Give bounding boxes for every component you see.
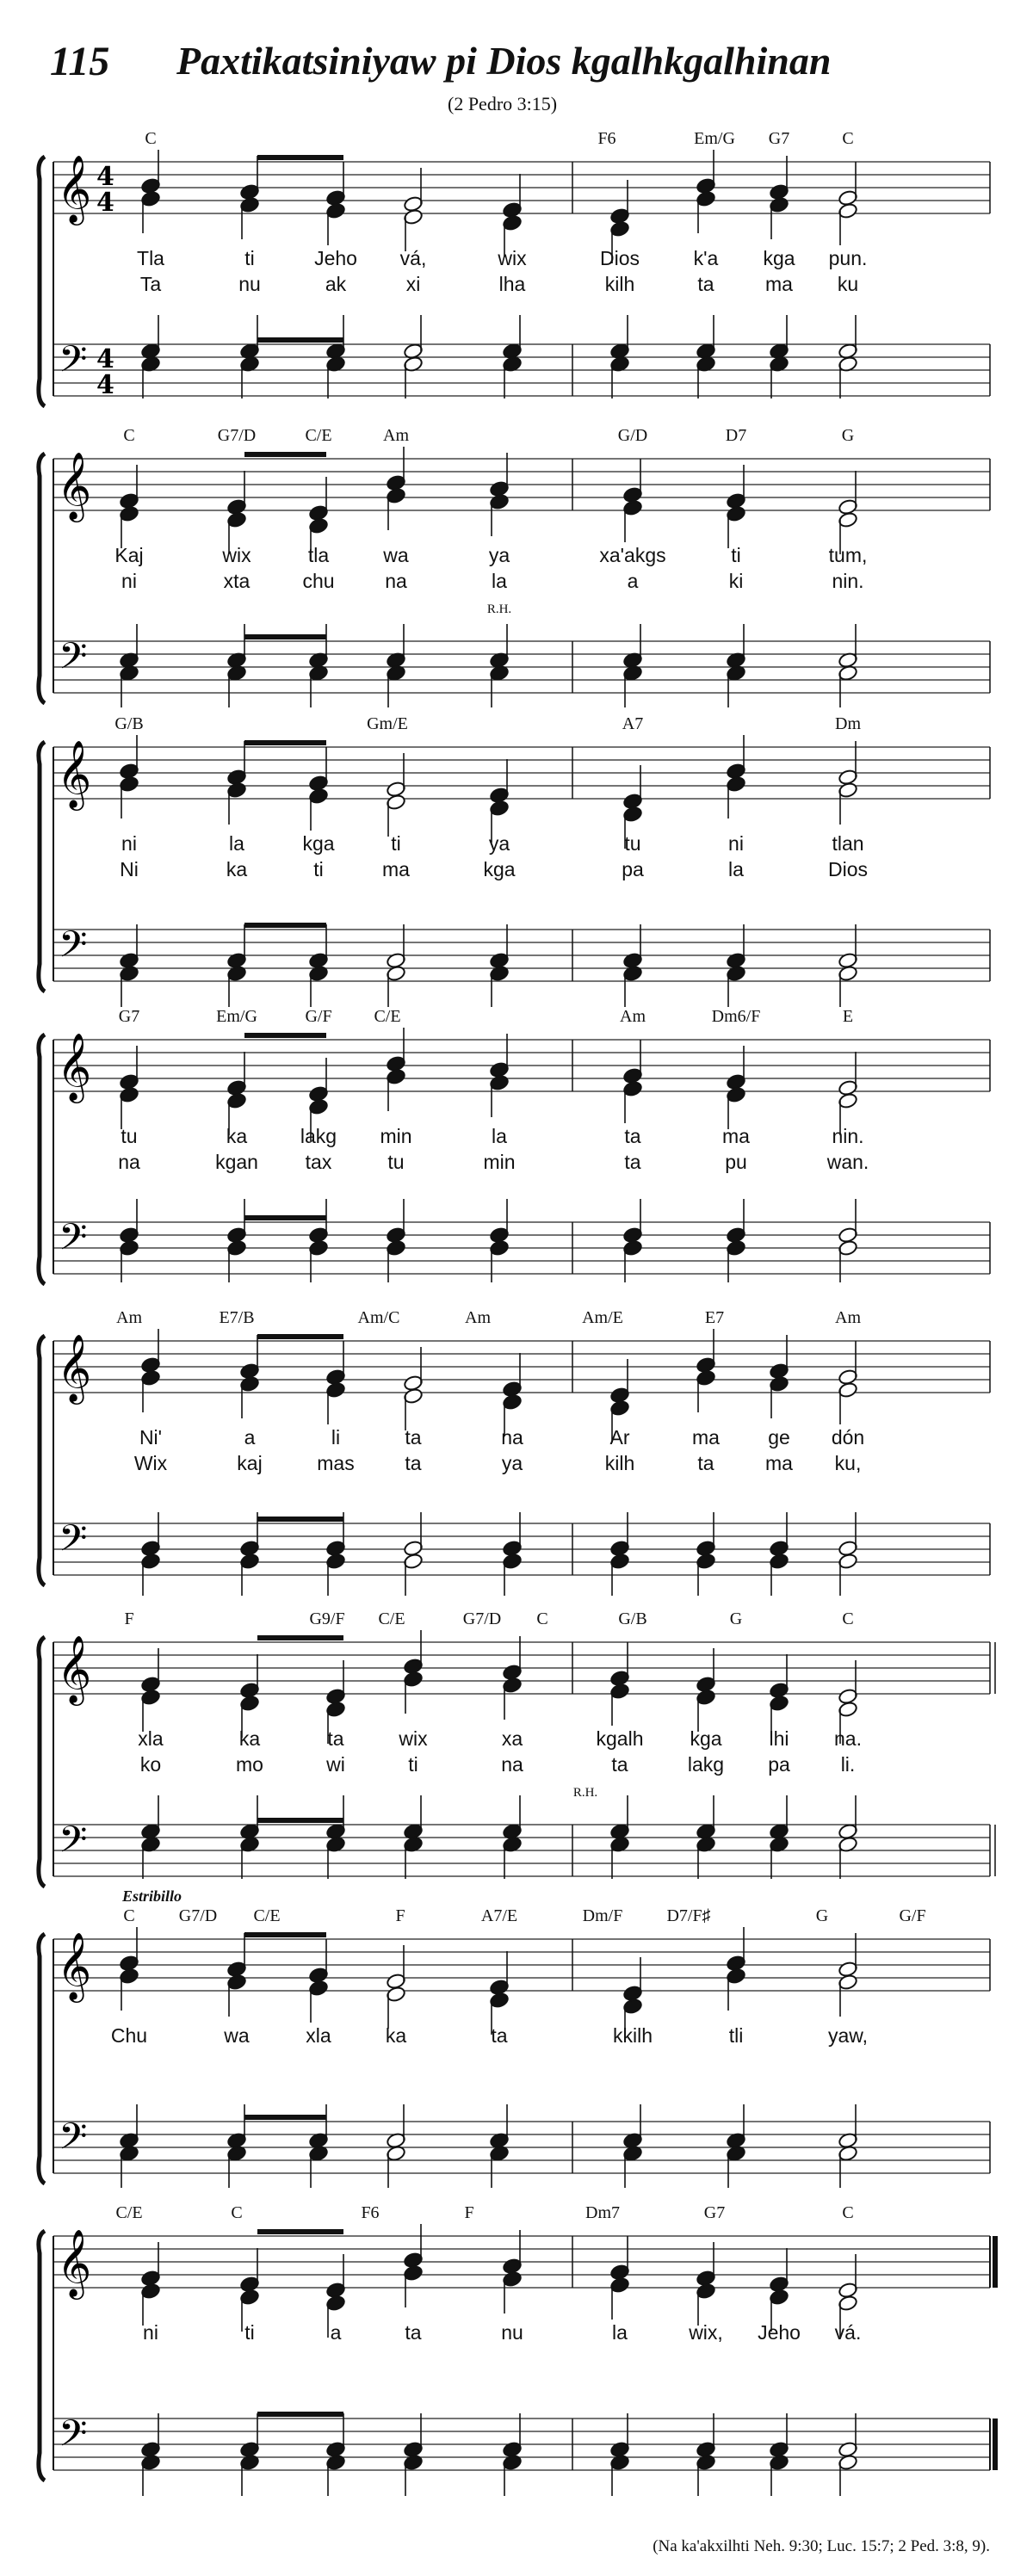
lyric-verse2: nu [238, 273, 261, 295]
lyric-verse1: ta [327, 1727, 344, 1750]
chord-symbol: F [395, 1906, 405, 1925]
lyric-verse1: Tla [137, 247, 164, 269]
lyric-verse1: min [380, 1125, 412, 1147]
chord-symbol: G/F [899, 1906, 926, 1925]
lyric-verse1: tla [307, 544, 330, 566]
lyric-verse2: kilh [604, 1452, 635, 1474]
chord-symbol: C [123, 1906, 135, 1925]
chord-symbol: C [536, 1609, 548, 1628]
lyric-verse2: nin. [832, 570, 864, 592]
lyric-verse1: dón [831, 1426, 865, 1449]
lyric-verse1: ma [722, 1125, 750, 1147]
time-signature: 4 [96, 344, 114, 374]
lyric-verse2: pa [622, 858, 644, 880]
lyric-verse2: ti [408, 1753, 418, 1776]
staff-system-drawing [0, 1906, 1033, 2199]
treble-clef-icon: 𝄞 [57, 1033, 92, 1101]
chord-symbol: C/E [305, 426, 332, 445]
system-5 [0, 1308, 1033, 1601]
lyric-verse1: Ni' [139, 1426, 163, 1449]
lyric-verse1: xa [501, 1727, 523, 1750]
chord-symbol: F6 [361, 2203, 380, 2222]
lyric-verse2: tu [387, 1151, 405, 1173]
bass-clef-icon: 𝄢 [59, 924, 88, 975]
lyric-verse2: chu [302, 570, 335, 592]
chord-symbol: C/E [115, 2203, 143, 2222]
system-8 [0, 2203, 1033, 2496]
bass-clef-icon: 𝄢 [59, 338, 88, 390]
chord-symbol: G7 [118, 1007, 140, 1026]
chord-symbol: E7 [704, 1308, 725, 1327]
lyric-verse1: ni [143, 2321, 158, 2344]
lyric-verse1: na. [834, 1727, 862, 1750]
chord-symbol: G7 [703, 2203, 726, 2222]
lyric-verse1: kgalh [596, 1727, 644, 1750]
lyric-verse1: wix [498, 247, 527, 269]
lyric-verse1: Dios [599, 247, 640, 269]
lyric-verse1: la [492, 1125, 507, 1147]
chord-symbol: C [145, 129, 157, 148]
chord-symbol: Am [465, 1308, 491, 1327]
system-4 [0, 1007, 1033, 1300]
lyric-verse1: kga [690, 1727, 722, 1750]
treble-clef-icon: 𝄞 [57, 155, 92, 223]
lyric-verse2: na [385, 570, 407, 592]
staff-system-drawing [0, 2203, 1033, 2496]
lyric-verse1: ti [731, 544, 741, 566]
treble-clef-icon: 𝄞 [57, 1635, 92, 1703]
lyric-verse1: na [501, 1426, 523, 1449]
lyric-verse1: a [330, 2321, 342, 2344]
chord-symbol: Dm [835, 714, 861, 733]
lyric-verse2: Ta [139, 273, 162, 295]
lyric-verse2: kilh [604, 273, 635, 295]
lyric-verse2: li. [840, 1753, 856, 1776]
chord-symbol: Em/G [216, 1007, 257, 1026]
lyric-verse1: k'a [693, 247, 719, 269]
bass-clef-icon: 𝄢 [59, 1819, 88, 1870]
lyric-verse1: tu [624, 832, 641, 855]
chord-symbol: G/B [618, 1609, 647, 1628]
lyric-verse1: xa'akgs [599, 544, 666, 566]
lyric-verse2: kga [483, 858, 516, 880]
lyric-verse1: vá, [399, 247, 427, 269]
chord-symbol: Am [116, 1308, 142, 1327]
hymn-header [0, 0, 1033, 120]
bass-clef-icon: 𝄢 [59, 1216, 88, 1268]
system-2 [0, 426, 1033, 719]
lyric-verse2: ma [382, 858, 410, 880]
lyric-verse1: wa [224, 2024, 250, 2047]
lyric-verse1: ka [226, 1125, 248, 1147]
lyric-verse1: ta [491, 2024, 508, 2047]
lyric-verse2: kaj [237, 1452, 263, 1474]
bass-clef-icon: 𝄢 [59, 1517, 88, 1569]
chord-symbol: Am [383, 426, 409, 445]
chord-symbol: Am [835, 1308, 861, 1327]
lyric-verse1: xla [306, 2024, 331, 2047]
bass-clef-icon: 𝄢 [59, 2116, 88, 2167]
lyric-verse1: kga [763, 247, 795, 269]
lyric-verse1: ti [391, 832, 401, 855]
lyric-verse1: li [331, 1426, 341, 1449]
lyric-verse2: ma [765, 1452, 793, 1474]
lyric-verse2: ma [765, 273, 793, 295]
chord-symbol: F [464, 2203, 474, 2222]
chord-symbol: A7/E [480, 1906, 518, 1925]
chord-symbol: G7 [768, 129, 790, 148]
hymn-number: 115 [50, 39, 110, 84]
lyric-verse2: ki [728, 570, 744, 592]
lyric-verse2: na [501, 1753, 523, 1776]
chord-symbol: G [729, 1609, 743, 1628]
treble-clef-icon: 𝄞 [57, 452, 92, 520]
lyric-verse2: ta [611, 1753, 628, 1776]
staff-system-drawing [0, 1007, 1033, 1300]
lyric-verse1: tlan [832, 832, 864, 855]
lyric-verse1: ni [121, 832, 137, 855]
lyric-verse2: ni [121, 570, 137, 592]
lyric-verse1: ti [244, 247, 255, 269]
chord-symbol: G9/F [309, 1609, 345, 1628]
lyric-verse2: la [728, 858, 744, 880]
lyric-verse1: tu [121, 1125, 138, 1147]
chord-symbol: G [841, 426, 855, 445]
chord-symbol: Dm7 [585, 2203, 620, 2222]
system-3 [0, 714, 1033, 1007]
lyric-verse1: wix [399, 1727, 428, 1750]
lyric-verse1: nu [501, 2321, 523, 2344]
chord-symbol: C [842, 2203, 854, 2222]
lyric-verse2: na [118, 1151, 140, 1173]
lyric-verse2: ku [837, 273, 859, 295]
chord-symbol: G/F [305, 1007, 332, 1026]
chord-symbol: G7/D [217, 426, 257, 445]
estribillo-label: Estribillo [122, 1887, 182, 1905]
lyric-verse2: mas [317, 1452, 355, 1474]
lyric-verse2: ta [697, 273, 714, 295]
lyric-verse2: ko [139, 1753, 162, 1776]
system-1 [0, 129, 1033, 422]
treble-clef-icon: 𝄞 [57, 740, 92, 808]
chord-symbol: C/E [374, 1007, 401, 1026]
lyric-verse1: ya [488, 832, 510, 855]
scripture-reference: (2 Pedro 3:15) [448, 93, 558, 114]
footnote: (Na ka'akxilhti Neh. 9:30; Luc. 15:7; 2 Ped. 3:8, 9). [653, 2537, 990, 2555]
lyric-verse1: ya [488, 544, 510, 566]
system-6 [0, 1609, 1033, 1902]
lyric-verse2: kgan [215, 1151, 258, 1173]
lyric-verse1: tum, [828, 544, 868, 566]
lyric-verse2: wi [326, 1753, 345, 1776]
lyric-verse2: pu [725, 1151, 747, 1173]
lyric-verse2: la [492, 570, 507, 592]
lyric-verse2: xta [223, 570, 251, 592]
lyric-verse1: la [612, 2321, 628, 2344]
chord-symbol: Am/E [582, 1308, 623, 1327]
lyric-verse2: ku, [834, 1452, 862, 1474]
staff-system-drawing [0, 714, 1033, 1007]
lyric-verse2: pa [768, 1753, 790, 1776]
lyric-verse1: Ar [609, 1426, 630, 1449]
lyric-verse2: tax [305, 1151, 332, 1173]
lyric-verse2: ta [697, 1452, 714, 1474]
lyric-verse1: ge [768, 1426, 790, 1449]
chord-symbol: Em/G [694, 129, 735, 148]
lyric-verse1: vá. [834, 2321, 862, 2344]
lyric-verse1: ka [385, 2024, 407, 2047]
lyric-verse2: lha [498, 273, 526, 295]
lyric-verse1: xla [138, 1727, 164, 1750]
lyric-verse1: yaw, [827, 2024, 869, 2047]
chord-symbol: Dm6/F [711, 1007, 761, 1026]
lyric-verse1: la [229, 832, 244, 855]
chord-symbol: Am [620, 1007, 646, 1026]
chord-symbol: G [815, 1906, 829, 1925]
chord-symbol: D7 [725, 426, 747, 445]
lyric-verse1: tli [728, 2024, 744, 2047]
chord-symbol: C [231, 2203, 243, 2222]
time-signature: 4 [96, 188, 114, 218]
time-signature: 4 [96, 370, 114, 400]
treble-clef-icon: 𝄞 [57, 2229, 92, 2297]
lyric-verse2: lakg [687, 1753, 725, 1776]
lyric-verse1: wa [383, 544, 409, 566]
lyric-verse2: ti [313, 858, 324, 880]
chord-symbol: C [842, 129, 854, 148]
lyric-verse2: Wix [133, 1452, 168, 1474]
lyric-verse1: ta [405, 2321, 422, 2344]
lyric-verse1: Chu [110, 2024, 148, 2047]
lyric-verse2: Dios [827, 858, 869, 880]
lyric-verse2: a [627, 570, 639, 592]
lyric-verse1: ti [244, 2321, 255, 2344]
lyric-verse2: wan. [826, 1151, 869, 1173]
chord-symbol: D7/F♯ [666, 1906, 711, 1925]
lyric-verse2: xi [405, 273, 421, 295]
lyric-verse1: kkilh [612, 2024, 653, 2047]
treble-clef-icon: 𝄞 [57, 1334, 92, 1402]
system-7 [0, 1887, 1033, 2199]
lyric-verse1: Jeho [758, 2321, 801, 2344]
chord-symbol: G7/D [178, 1906, 218, 1925]
lyric-verse2: Ni [120, 858, 139, 880]
chord-symbol: E [842, 1007, 854, 1026]
lyric-verse1: pun. [828, 247, 868, 269]
lyric-verse1: kga [302, 832, 335, 855]
chord-symbol: G7/D [462, 1609, 502, 1628]
bass-clef-icon: 𝄢 [59, 635, 88, 687]
lyric-verse1: ni [728, 832, 744, 855]
lyric-verse2: mo [236, 1753, 263, 1776]
chord-symbol: C [123, 426, 135, 445]
staff-system-drawing [0, 426, 1033, 719]
lyric-verse1: lhi [769, 1727, 789, 1750]
lyric-verse2: min [483, 1151, 516, 1173]
chord-symbol: G/B [114, 714, 144, 733]
hymn-title: Paxtikatsiniyaw pi Dios kgalhkgalhinan [176, 39, 832, 83]
time-signature: 4 [96, 162, 114, 192]
lyric-verse2: ak [325, 273, 347, 295]
bass-clef-icon: 𝄢 [59, 2412, 88, 2464]
lyric-verse2: ta [405, 1452, 422, 1474]
lyric-verse1: wix, [689, 2321, 723, 2344]
lyric-verse1: wix [222, 544, 251, 566]
lyric-verse2: ta [624, 1151, 641, 1173]
lyric-verse1: Jeho [314, 247, 357, 269]
chord-symbol: C/E [378, 1609, 405, 1628]
lyric-verse1: lakg [300, 1125, 337, 1147]
chord-symbol: E7/B [219, 1308, 255, 1327]
chord-symbol: Gm/E [367, 714, 408, 733]
lyric-verse1: ta [405, 1426, 422, 1449]
chord-symbol: F6 [597, 129, 616, 148]
lyric-verse1: nin. [832, 1125, 864, 1147]
treble-clef-icon: 𝄞 [57, 1932, 92, 2000]
lyric-verse1: ka [238, 1727, 261, 1750]
lyric-verse2: ya [501, 1452, 523, 1474]
chord-symbol: F [124, 1609, 134, 1628]
lyric-verse1: ma [692, 1426, 720, 1449]
lyric-verse1: Kaj [114, 544, 144, 566]
chord-symbol: Am/C [357, 1308, 400, 1327]
chord-symbol: G/D [617, 426, 648, 445]
lyric-verse2: ka [226, 858, 248, 880]
chord-symbol: Dm/F [582, 1906, 623, 1925]
chord-symbol: A7 [622, 714, 644, 733]
lyric-verse1: ta [624, 1125, 641, 1147]
chord-symbol: C [842, 1609, 854, 1628]
rh-marking: R.H. [572, 1786, 598, 1800]
lyric-verse1: a [244, 1426, 256, 1449]
rh-marking: R.H. [486, 602, 512, 616]
chord-symbol: C/E [253, 1906, 281, 1925]
